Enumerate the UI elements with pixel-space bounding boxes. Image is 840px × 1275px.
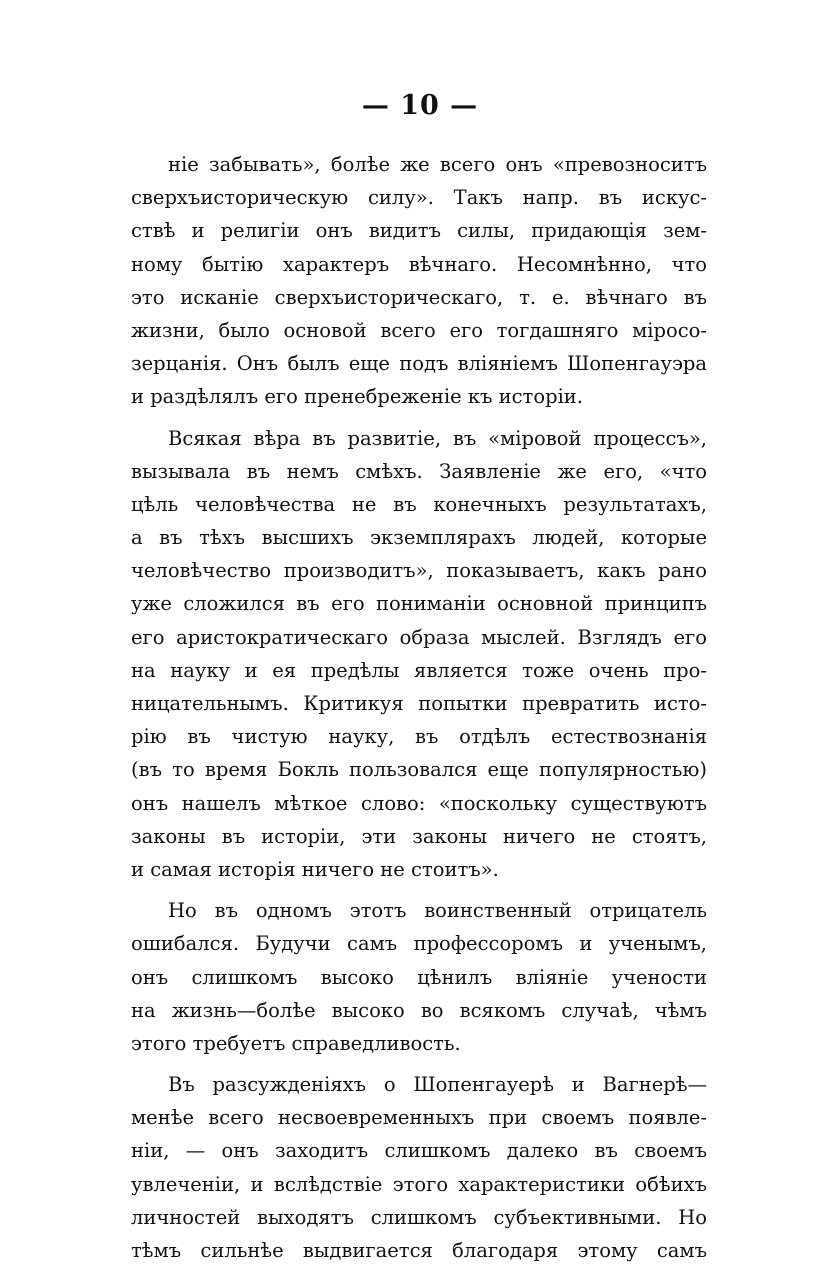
text-line: ошибался. Будучи самъ профессоромъ и ученымъ, xyxy=(131,932,707,956)
text-line: а въ тѣхъ высшихъ экземплярахъ людей, которые xyxy=(131,526,707,550)
text-line: ніе забывать», болѣе же всего онъ «превозноситъ xyxy=(168,153,707,176)
text-line: и раздѣлялъ его пренебреженіе къ исторіи. xyxy=(131,385,584,409)
text-line: ствѣ и религіи онъ видитъ силы, придающія зем- xyxy=(131,219,707,243)
text-line: зерцанія. Онъ былъ еще подъ вліяніемъ Шопенгауэра xyxy=(131,352,707,376)
text-line: менѣе всего несвоевременныхъ при своемъ появле- xyxy=(131,1106,707,1130)
text-line: ному бытію характеръ вѣчнаго. Несомнѣнно, что xyxy=(131,252,707,276)
text-line: Всякая вѣра въ развитіе, въ «міровой процессъ», xyxy=(168,426,707,450)
paragraph xyxy=(131,422,707,887)
body-text xyxy=(131,148,707,1275)
text-line: его аристократическаго образа мыслей. Взглядъ его xyxy=(131,625,707,649)
text-line: законы въ исторіи, эти законы ничего не стоятъ, xyxy=(131,824,707,848)
text-line: человѣчество производитъ», показываетъ, какъ рано xyxy=(131,559,707,583)
page-number: — 10 — xyxy=(361,90,479,121)
text-line: Но въ одномъ этотъ воинственный отрицатель xyxy=(168,899,707,923)
text-line: уже сложился въ его пониманіи основной принципъ xyxy=(131,592,707,616)
text-line: ницательнымъ. Критикуя попытки превратить исто- xyxy=(131,692,707,715)
text-line: рію въ чистую науку, въ отдѣлъ естествознанія xyxy=(131,725,707,749)
text-line: ніи, — онъ заходитъ слишкомъ далеко въ своемъ xyxy=(131,1139,707,1163)
text-line: этого требуетъ справедливость. xyxy=(131,1031,461,1055)
text-line: (въ то время Бокль пользовался еще популярностью) xyxy=(131,758,707,782)
paragraph xyxy=(131,148,707,414)
text-line: увлеченіи, и вслѣдствіе этого характеристики обѣихъ xyxy=(131,1172,707,1196)
text-line: сверхъисторическую силу». Такъ напр. въ искус- xyxy=(131,186,707,210)
text-line: Въ разсужденіяхъ о Шопенгауерѣ и Вагнерѣ— xyxy=(168,1073,707,1097)
text-line: жизни, было основой всего его тогдашняго міросо- xyxy=(131,318,707,342)
text-line: на науку и ея предѣлы является тоже очень про- xyxy=(131,658,707,682)
text-line: личностей выходятъ слишкомъ субъективными. Но xyxy=(131,1205,707,1229)
text-line: вызывала въ немъ смѣхъ. Заявленіе же его, «что xyxy=(131,459,707,483)
text-line: это исканіе сверхъисторическаго, т. е. вѣчнаго въ xyxy=(131,285,707,309)
text-line: на жизнь—болѣе высоко во всякомъ случаѣ, чѣмъ xyxy=(131,998,707,1022)
paragraph xyxy=(131,894,707,1060)
text-line: онъ нашелъ мѣткое слово: «поскольку существуютъ xyxy=(131,791,707,815)
text-line: онъ слишкомъ высоко цѣнилъ вліяніе учености xyxy=(131,965,707,989)
text-line: и самая исторія ничего не стоитъ». xyxy=(131,857,499,881)
text-line: цѣль человѣчества не въ конечныхъ результатахъ, xyxy=(131,492,707,516)
text-line: тѣмъ сильнѣе выдвигается благодаря этому самъ xyxy=(131,1239,707,1262)
paragraph xyxy=(131,1068,707,1267)
